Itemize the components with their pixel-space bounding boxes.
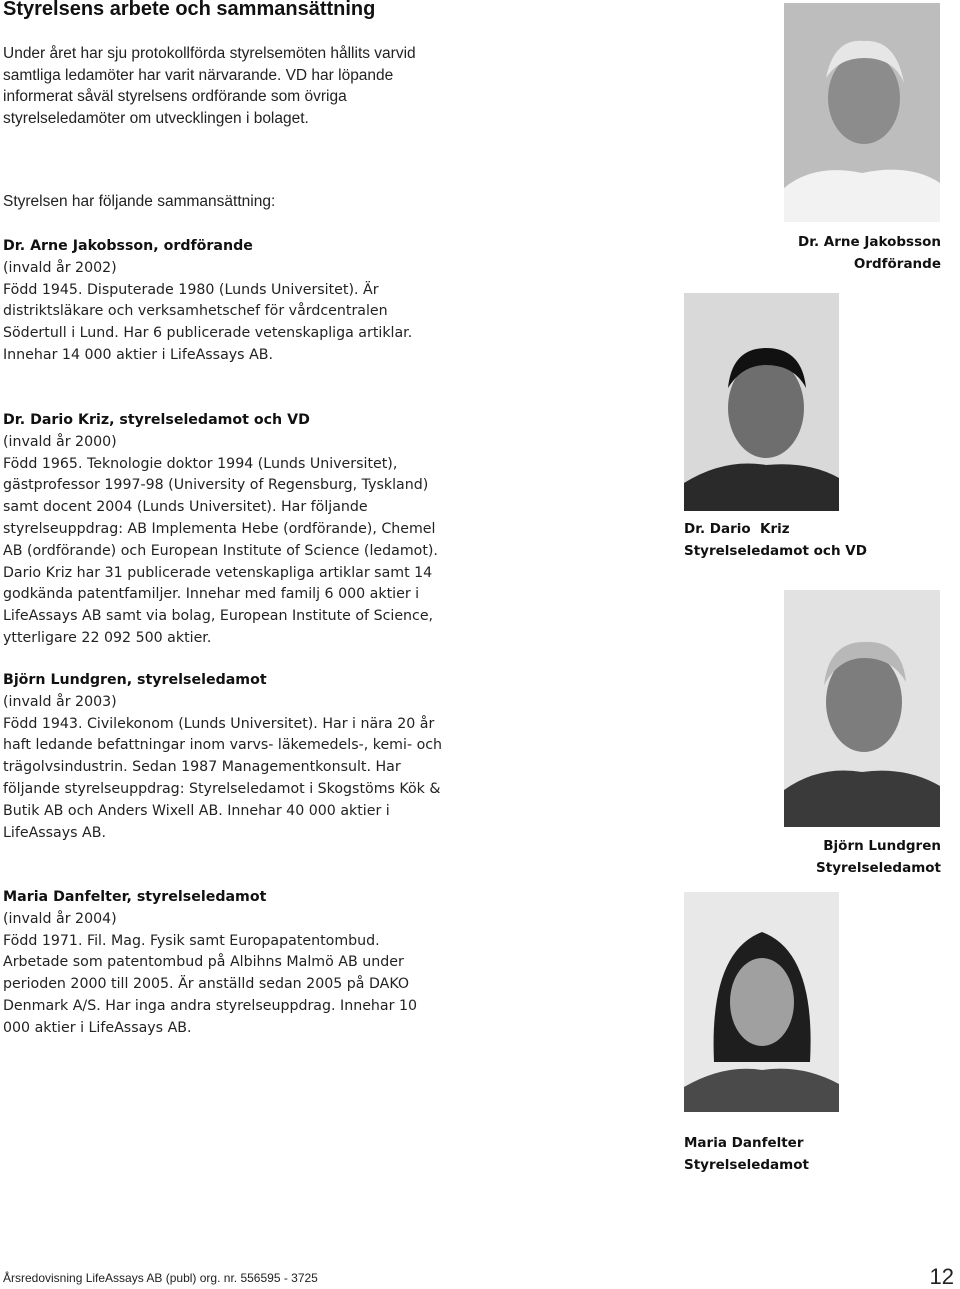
member-dario-kriz xyxy=(3,410,443,650)
portrait-arne-jakobsson xyxy=(784,3,940,222)
caption-name: Björn Lundgren xyxy=(823,838,941,854)
member-elected: (invald år 2002) xyxy=(3,259,117,276)
member-bio: Född 1945. Disputerade 1980 (Lunds Universitet). Är distriktsläkare och verksamhetschef för vårdcentralen Södertull i Lund. Har 6 publicerade vetenskapliga artiklar. Innehar 14 000 aktier i LifeAssays AB. xyxy=(3,281,413,363)
caption-role: Styrelseledamot xyxy=(816,860,941,876)
caption-name: Dr. Arne Jakobsson xyxy=(798,234,941,250)
member-name: Dr. Dario Kriz, styrelseledamot och VD xyxy=(3,412,310,428)
member-bio: Född 1943. Civilekonom (Lunds Universitet). Har i nära 20 år haft ledande befattningar inom varvs- läkemedels-, kemi- och trägolvsindustrin. Sedan 1987 Managementkonsult. Har följande styrelseuppdrag: Styrelseledamot i Skogstöms Kök & Butik AB och Anders Wixell AB. Innehar 40 000 aktier i LifeAssays AB. xyxy=(3,715,443,841)
member-elected: (invald år 2000) xyxy=(3,433,117,450)
composition-label: Styrelsen har följande sammansättning: xyxy=(3,193,276,210)
page-number: 12 xyxy=(929,1264,954,1289)
member-bjorn-lundgren xyxy=(3,670,443,844)
caption-role: Styrelseledamot och VD xyxy=(684,543,867,559)
caption-name: Dr. Dario Kriz xyxy=(684,521,790,537)
caption-arne-jakobsson xyxy=(798,231,941,275)
member-arne-jakobsson xyxy=(3,236,443,367)
caption-bjorn-lundgren xyxy=(816,835,941,879)
member-name: Maria Danfelter, styrelseledamot xyxy=(3,889,267,905)
caption-role: Styrelseledamot xyxy=(684,1157,809,1173)
caption-dario-kriz xyxy=(684,518,867,562)
page-title: Styrelsens arbete och sammansättning xyxy=(3,0,376,20)
portrait-maria-danfelter xyxy=(684,892,839,1112)
member-name: Björn Lundgren, styrelseledamot xyxy=(3,672,267,688)
member-elected: (invald år 2004) xyxy=(3,910,117,927)
caption-maria-danfelter xyxy=(684,1132,809,1176)
member-bio: Född 1971. Fil. Mag. Fysik samt Europapatentombud. Arbetade som patentombud på Albihns Malmö AB under perioden 2000 till 2005. Är anställd sedan 2005 på DAKO Denmark A/S. Har inga andra styrelseuppdrag. Innehar 10 000 aktier i LifeAssays AB. xyxy=(3,932,418,1036)
caption-role: Ordförande xyxy=(853,256,941,272)
portrait-bjorn-lundgren xyxy=(784,590,940,827)
member-name: Dr. Arne Jakobsson, ordförande xyxy=(3,238,253,254)
portrait-dario-kriz xyxy=(684,293,839,511)
member-elected: (invald år 2003) xyxy=(3,693,117,710)
member-maria-danfelter xyxy=(3,887,443,1040)
page-footer: Årsredovisning LifeAssays AB (publ) org. nr. 556595 - 3725 xyxy=(3,1271,318,1285)
intro-paragraph: Under året har sju protokollförda styrelsemöten hållits varvid samtliga ledamöter har varit närvarande. VD har löpande informerat såväl styrelsens ordförande som övriga styrelseledamöter om utvecklingen i bolaget. xyxy=(3,45,416,128)
caption-name: Maria Danfelter xyxy=(684,1135,804,1151)
member-bio: Född 1965. Teknologie doktor 1994 (Lunds Universitet), gästprofessor 1997-98 (University of Regensburg, Tyskland) samt docent 2004 (Lunds Universitet). Har följande styrelseuppdrag: AB Implementa Hebe (ordförande), Chemel AB (ordförande) och European Institute of Science (ledamot). Dario Kriz har 31 publicerade vetenskapliga artiklar samt 14 godkända patentfamiljer. Innehar med familj 6 000 aktier i LifeAssays AB samt via bolag, European Institute of Science, ytterligare 22 092 500 aktier. xyxy=(3,455,438,646)
